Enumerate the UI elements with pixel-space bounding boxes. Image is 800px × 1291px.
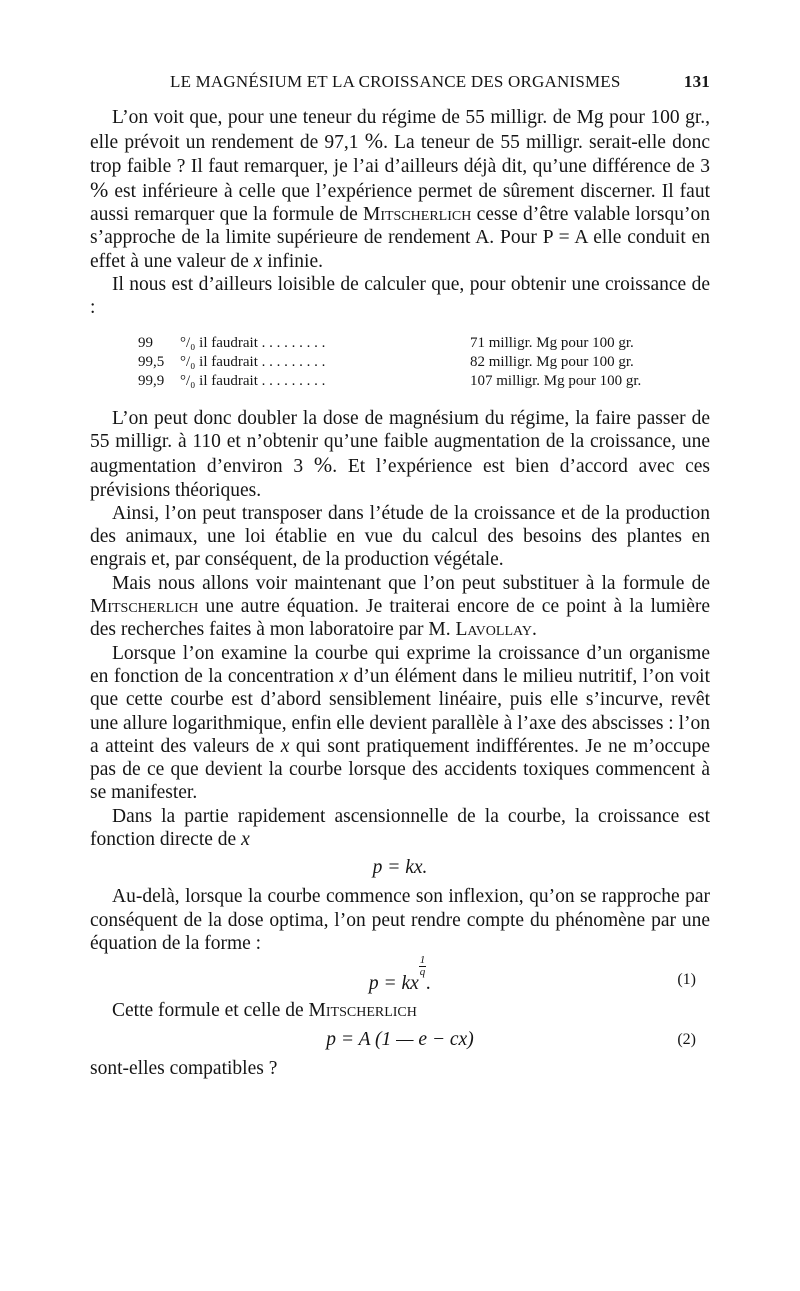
table-row [138, 372, 698, 391]
exponent-numerator: 1 [419, 954, 426, 967]
math-variable: x [339, 665, 349, 687]
author-name: Mitscherlich [362, 204, 472, 226]
page-number: 131 [683, 72, 710, 91]
text-run: L’on voit que, pour une teneur du régime de 55 milligr. de Mg pour 100 gr., elle prévoit un rendement de 97,1 [90, 107, 710, 154]
text-run: est inférieure à celle que l’expérience permet de sûrement discerner. Il faut aussi remarquer que la formule de [90, 180, 710, 226]
equation-number: (2) [677, 1030, 696, 1048]
text-run: une autre équation. Je traiterai encore de ce point à la lumière des recherches faites à mon laboratoire par M. [90, 596, 710, 641]
text-run: Dans la partie rapidement ascensionnelle de la courbe, la croissance est fonction directe de [90, 805, 710, 851]
paragraph-4: Ainsi, l’on peut transposer dans l’étude de la croissance et de la production des animaux, une loi établie en vue du calcul des besoins des plantes en engrais et, par conséquent, de la production végétale. [90, 502, 710, 571]
table-cell-percent: 99 [138, 334, 153, 351]
table-cell-percent: 99,5 [138, 353, 165, 370]
paragraph-10: sont-elles compatibles ? [90, 1057, 278, 1079]
table-cell-label: °/₀ il faudrait . . . . . . . . . [180, 334, 326, 351]
growth-table [138, 334, 698, 391]
table-cell-percent: 99,9 [138, 372, 165, 389]
table-row [138, 353, 698, 372]
text-run: infinie. [262, 250, 323, 272]
percent-sign: % [313, 452, 333, 478]
text-run: Lorsque l’on examine la courbe qui exprime la croissance d’un organisme en fonction de la concentration [90, 642, 710, 687]
author-name: Lavollay [455, 619, 532, 641]
running-head-title: LE MAGNÉSIUM ET LA CROISSANCE DES ORGANISMES [170, 72, 621, 91]
math-variable: x [253, 250, 263, 272]
formula-text: p = A (1 — e − cx) [326, 1028, 474, 1050]
formula-2 [90, 1023, 710, 1057]
text-run: qui sont pratiquement indifférentes. Je ne m’occupe pas de ce que devient la courbe lorsque des accidents toxiques commencent à se manifester. [90, 735, 710, 804]
text-run: cesse d’être valable lorsqu’on s’approche de la limite supérieure de rendement A. Pour P = A elle conduit en effet à une valeur de [90, 204, 710, 272]
table-cell-value: 71 milligr. Mg pour 100 gr. [470, 334, 634, 351]
paragraph-6 [90, 642, 710, 805]
paragraph-2: Il nous est d’ailleurs loisible de calculer que, pour obtenir une croissance de : [90, 274, 710, 319]
text-run: . La teneur de 55 milligr. serait-elle donc trop faible ? Il faut remarquer, je l’ai d’ailleurs déjà dit, qu’une différence de 3 [90, 132, 710, 177]
paragraph-9 [90, 999, 710, 1022]
author-name: Mitscherlich [90, 596, 199, 618]
text-run: Cette formule et celle de [112, 1000, 309, 1022]
text-run: Mais nous allons voir maintenant que l’on peut substituer à la formule de [112, 572, 710, 594]
text-run: . [531, 619, 537, 641]
paragraph-7 [90, 805, 710, 852]
paragraph-1 [90, 106, 710, 273]
percent-sign: % [364, 128, 384, 154]
table-cell-value: 107 milligr. Mg pour 100 gr. [470, 372, 642, 389]
formula-linear [90, 851, 710, 885]
formula-1 [90, 955, 710, 999]
math-variable: x [280, 735, 290, 757]
paragraph-8: Au-delà, lorsque la courbe commence son inflexion, qu’on se rapproche par conséquent de la dose optima, l’on peut rendre compte du phénomène par une équation de la forme : [90, 886, 710, 954]
exponent-denominator: q [419, 966, 426, 979]
formula-text: p = kx [368, 973, 419, 995]
formula-text: . [426, 973, 432, 995]
author-name: Mitscherlich [308, 1000, 417, 1022]
math-variable: x [241, 829, 250, 851]
text-run: d’un élément dans le milieu nutritif, l’on voit que cette courbe est d’abord sensiblement linéaire, puis elle s’incurve, revêt une allure logarithmique, enfin elle devient parallèle à l’axe des abscisses : l’on a atteint des valeurs de [90, 665, 711, 757]
equation-number: (1) [677, 971, 696, 989]
text-run: . Et l’expérience est bien d’accord avec ces prévisions théoriques. [90, 456, 710, 501]
table-cell-label: °/₀ il faudrait . . . . . . . . . [180, 372, 326, 389]
text-run: L’on peut donc doubler la dose de magnésium du régime, la faire passer de 55 milligr. à 110 et n’obtenir qu’une faible augmentation de la croissance, une augmentation d’environ 3 [90, 407, 710, 478]
paragraph-5 [90, 572, 710, 642]
body-text [90, 106, 710, 1080]
running-head [90, 72, 710, 96]
percent-sign: % [90, 176, 109, 202]
table-cell-label: °/₀ il faudrait . . . . . . . . . [180, 353, 326, 370]
paragraph-3 [90, 407, 710, 502]
formula-text: p = kx. [372, 857, 428, 879]
table-row [138, 334, 698, 353]
table-cell-value: 82 milligr. Mg pour 100 gr. [470, 353, 634, 370]
